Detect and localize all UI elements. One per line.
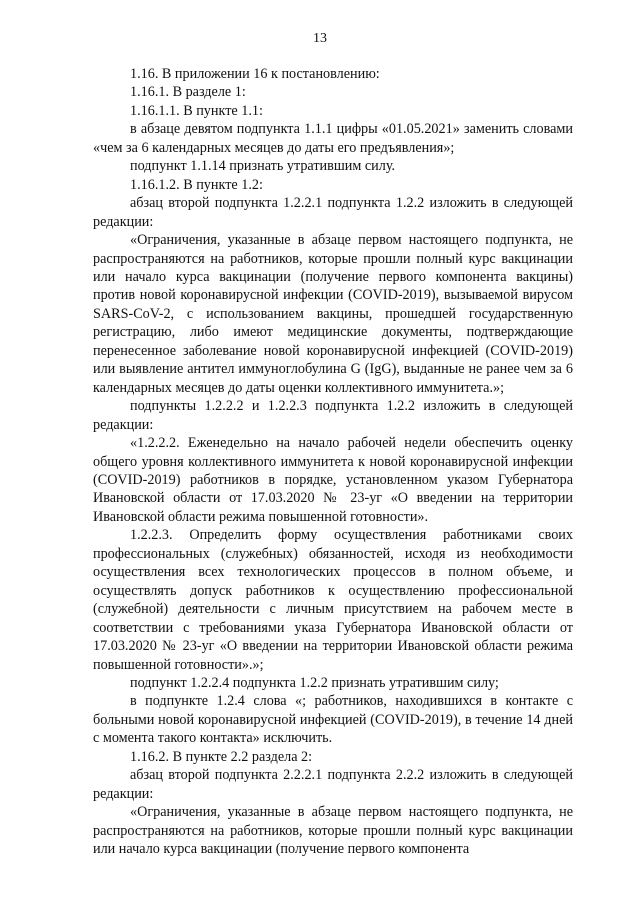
paragraph-restrictions-quote-2: «Ограничения, указанные в абзаце первом настоящего подпункта, не распространяются на работников, которые прошли полный курс вакцинации или начало курса вакцинации (получение первого компонента: [93, 804, 573, 858]
paragraph-subpoints-1-2-2-2-and-3: подпункты 1.2.2.2 и 1.2.2.3 подпункта 1.2.2 изложить в следующей редакции:: [93, 398, 573, 433]
paragraph-restrictions-quote-1: «Ограничения, указанные в абзаце первом настоящего подпункта, не распространяются на работников, которые прошли полный курс вакцинации или начало курса вакцинации (получение первого компонента вакцины) против новой коронавирусной инфекции (COVID-2019), вызываемой вирусом SARS-CoV-2, с использованием вакцины, прошедшей государственную регистрацию, либо имеют медицинские документы, подтверждающие перенесенное заболевание новой коронавирусной инфекцией (COVID-2019) или выявление антител иммуноглобулина G (IgG), выданные не ранее чем за 6 календарных месяцев до даты оценки коллективного иммунитета.»;: [93, 232, 573, 396]
paragraph-subpoint-1-1-1: в абзаце девятом подпункта 1.1.1 цифры «01.05.2021» заменить словами «чем за 6 календарных месяцев до даты его предъявления»;: [93, 121, 573, 156]
paragraph-point-1-1: 1.16.1.1. В пункте 1.1:: [130, 102, 263, 119]
page-number: 13: [313, 31, 327, 46]
paragraph-subpoint-1-2-2-1: абзац второй подпункта 1.2.2.1 подпункта 1.2.2 изложить в следующей редакции:: [93, 195, 573, 230]
paragraph-quote-1-2-2-3: 1.2.2.3. Определить форму осуществления работниками своих профессиональных (служебных) обязанностей, исходя из необходимости осуществления всех технологических процессов в полном объеме, и осуществлять допуск работников к осуществлению профессиональной (служебной) деятельности с личным присутствием на рабочем месте в соответствии с требованиями указа Губернатора Ивановской области от 17.03.2020 № 23-уг «О введении на территории Ивановской области режима повышенной готовности».»;: [93, 527, 573, 673]
paragraph-quote-1-2-2-2: «1.2.2.2. Еженедельно на начало рабочей недели обеспечить оценку общего уровня коллективного иммунитета к новой коронавирусной инфекции (COVID-2019) работников в порядке, установленном указом Губернатора Ивановской области от 17.03.2020 № 23-уг «О введении на территории Ивановской области режима повышенной готовности».: [93, 435, 573, 525]
paragraph-point-1-2: 1.16.1.2. В пункте 1.2:: [130, 176, 263, 193]
document-body: [93, 65, 573, 858]
paragraph-subpoint-1-2-2-4: подпункт 1.2.2.4 подпункта 1.2.2 признать утратившим силу;: [130, 674, 499, 691]
paragraph-section-1: 1.16.1. В разделе 1:: [130, 84, 246, 101]
paragraph-point-2-2: 1.16.2. В пункте 2.2 раздела 2:: [130, 748, 313, 765]
paragraph-subpoint-1-2-4: в подпункте 1.2.4 слова «; работников, находившихся в контакте с больными новой коронавирусной инфекцией (COVID-2019), в течение 14 дней с момента такого контакта» исключить.: [93, 693, 573, 747]
paragraph-subpoint-1-1-14: подпункт 1.1.14 признать утратившим силу.: [130, 158, 396, 175]
paragraph-appendix-16: 1.16. В приложении 16 к постановлению:: [130, 66, 380, 82]
paragraph-subpoint-2-2-2-1: абзац второй подпункта 2.2.2.1 подпункта 2.2.2 изложить в следующей редакции:: [93, 767, 573, 802]
